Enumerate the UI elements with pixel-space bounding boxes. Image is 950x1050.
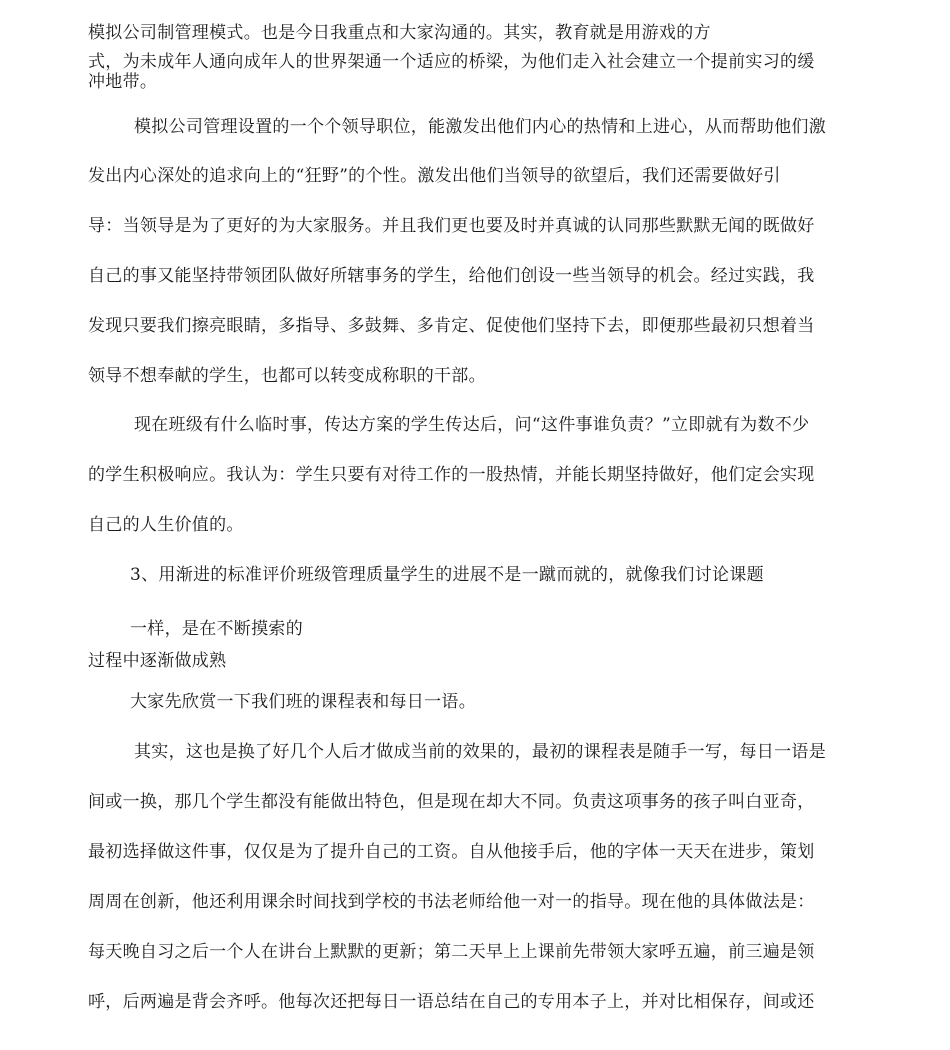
text-line: 最初选择做这件事，仅仅是为了提升自己的工资。自从他接手后，他的字体一天天在进步，策划	[88, 842, 815, 862]
text-line: 其实，这也是换了好几个人后才做成当前的效果的，最初的课程表是随手一写，每日一语是	[134, 742, 826, 762]
text-line: 冲地带。	[88, 72, 158, 92]
text-line: 一样，是在不断摸索的	[130, 619, 303, 639]
text-line: 过程中逐渐做成熟	[88, 651, 227, 671]
text-line: 式，为未成年人通向成年人的世界架通一个适应的桥梁，为他们走入社会建立一个提前实习的缓	[88, 52, 815, 72]
text-line: 间或一换，那几个学生都没有能做出特色，但是现在却大不同。负责这项事务的孩子叫白亚奇，	[88, 792, 815, 812]
text-line: 的学生积极响应。我认为：学生只要有对待工作的一股热情，并能长期坚持做好，他们定会实现	[88, 465, 815, 485]
text-line: 发出内心深处的追求向上的“狂野”的个性。激发出他们当领导的欲望后，我们还需要做好引	[88, 166, 781, 186]
text-line: 大家先欣赏一下我们班的课程表和每日一语。	[130, 692, 476, 712]
text-line: 每天晚自习之后一个人在讲台上默默的更新；第二天早上上课前先带领大家呼五遍，前三遍是领	[88, 942, 815, 962]
text-line: 导：当领导是为了更好的为大家服务。并且我们更也要及时并真诚的认同那些默默无闻的既做好	[88, 216, 815, 236]
text-line: 自己的人生价值的。	[88, 515, 244, 535]
text-line: 现在班级有什么临时事，传达方案的学生传达后，问“这件事谁负责？”立即就有为数不少	[134, 415, 810, 435]
text-line: 发现只要我们擦亮眼睛，多指导、多鼓舞、多肯定、促使他们坚持下去，即便那些最初只想着当	[88, 316, 815, 336]
text-line: 3、用渐进的标准评价班级管理质量学生的进展不是一蹴而就的，就像我们讨论课题	[130, 565, 764, 585]
text-line: 模拟公司管理设置的一个个领导职位，能激发出他们内心的热情和上进心，从而帮助他们激	[134, 117, 826, 137]
text-line: 领导不想奉献的学生，也都可以转变成称职的干部。	[88, 366, 486, 386]
text-line: 自己的事又能坚持带领团队做好所辖事务的学生，给他们创设一些当领导的机会。经过实践，我	[88, 266, 815, 286]
text-line: 呼，后两遍是背会齐呼。他每次还把每日一语总结在自己的专用本子上，并对比相保存，间或还	[88, 992, 815, 1012]
text-line: 周周在创新，他还利用课余时间找到学校的书法老师给他一对一的指导。现在他的具体做法是：	[88, 892, 815, 912]
text-line: 模拟公司制管理模式。也是今日我重点和大家沟通的。其实，教育就是用游戏的方	[88, 23, 711, 43]
